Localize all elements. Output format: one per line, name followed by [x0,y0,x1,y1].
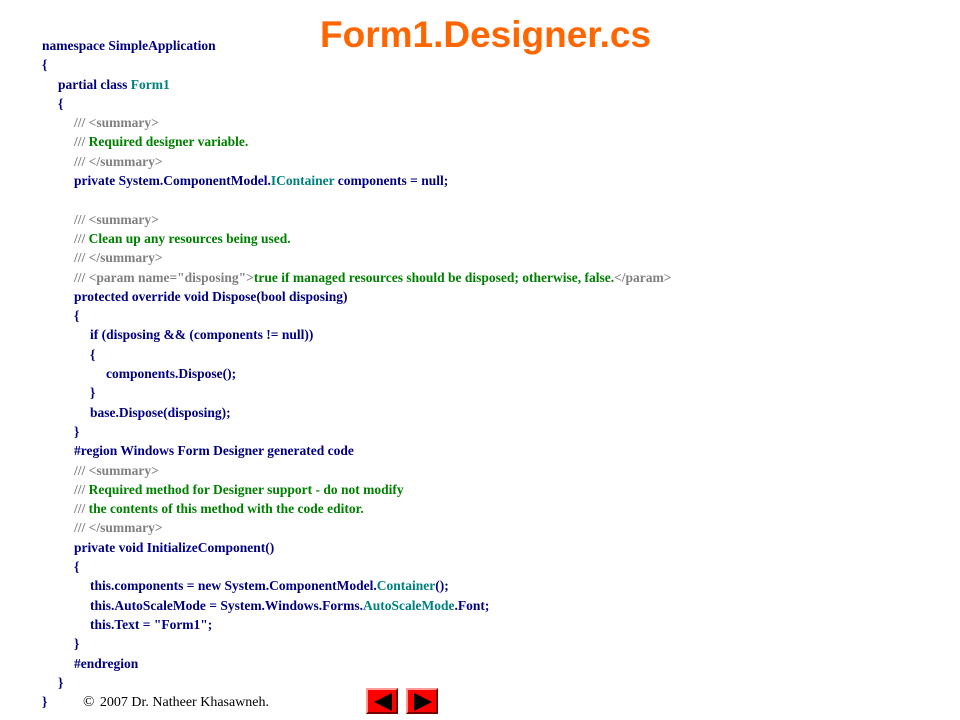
code-line [42,634,672,653]
code-token: { [74,559,80,575]
code-line [42,499,672,518]
code-line [42,480,672,499]
next-slide-button[interactable] [406,688,438,714]
code-token: IContainer [270,173,335,189]
code-line [42,576,672,595]
slide-title: Form1.Designer.cs [320,14,652,55]
code-token: .Font; [454,597,490,613]
code-token: /// [74,269,89,285]
code-token: { [90,346,96,362]
footer [83,694,269,711]
code-line [42,557,672,576]
code-line [42,75,672,94]
code-token: (); [435,578,449,594]
code-token: <summary> [88,115,159,131]
code-token: </summary> [88,520,163,536]
code-token: this.Text = "Form1"; [90,616,213,632]
code-token: /// [74,520,89,536]
code-line [42,461,672,480]
code-line [42,306,672,325]
code-token: } [74,423,80,439]
previous-slide-button[interactable] [366,688,398,714]
code-line [42,673,672,692]
code-token: private System.ComponentModel. [74,173,271,189]
code-token: } [42,694,48,710]
code-token: /// [74,115,89,131]
code-token: this.components = new System.ComponentModel. [90,578,377,594]
code-token: Required designer variable. [88,134,249,150]
code-line [42,654,672,673]
code-line [42,287,672,306]
code-line [42,615,672,634]
code-token: Container [376,578,436,594]
code-token: } [90,385,96,401]
code-line [42,229,672,248]
code-line [42,345,672,364]
code-token: /// [74,211,89,227]
code-token: components = null; [334,173,449,189]
code-token: <param name="disposing"> [88,269,254,285]
code-line [42,364,672,383]
code-line [42,403,672,422]
code-line [42,538,672,557]
code-token: components.Dispose(); [106,366,237,382]
code-token: Clean up any resources being used. [88,230,291,246]
code-token: { [74,308,80,324]
code-line [42,94,672,113]
code-token: { [42,57,48,73]
code-token: #region Windows Form Designer generated code [74,443,354,459]
code-line [42,268,672,287]
code-token: partial class [58,76,131,92]
code-line [42,190,672,209]
code-line [42,132,672,151]
code-line [42,36,672,55]
code-token: protected override void Dispose(bool disposing) [74,288,348,304]
code-token: <summary> [88,211,159,227]
code-token: </summary> [88,250,163,266]
code-block [42,36,672,711]
code-token: /// [74,230,89,246]
slide-navigation [366,688,438,714]
code-token: </param> [614,269,672,285]
code-token: } [74,636,80,652]
code-token: Form1 [130,76,170,92]
code-token: this.AutoScaleMode = System.Windows.Forms. [90,597,363,613]
code-token: #endregion [74,655,139,671]
code-line [42,383,672,402]
code-token: </summary> [88,153,163,169]
code-token: { [58,95,64,111]
copyright-symbol: © [83,694,95,710]
code-token: /// [74,153,89,169]
footer-text: 2007 Dr. Natheer Khasawneh. [99,695,270,710]
code-token: /// [74,250,89,266]
code-line [42,441,672,460]
code-line [42,422,672,441]
code-line [42,171,672,190]
code-token: /// [74,481,89,497]
code-line [42,152,672,171]
code-line [42,518,672,537]
code-token: } [58,674,64,690]
code-token: private void InitializeComponent() [74,539,275,555]
code-token: Required method for Designer support - do not modify [88,481,404,497]
code-token: AutoScaleMode [362,597,455,613]
code-token: /// [74,501,89,517]
code-line [42,325,672,344]
code-token: base.Dispose(disposing); [90,404,231,420]
code-token: true if managed resources should be disposed; otherwise, false. [253,269,615,285]
code-token: <summary> [88,462,159,478]
code-line [42,55,672,74]
code-token: /// [74,134,89,150]
code-line [42,596,672,615]
code-line [42,248,672,267]
code-token: /// [74,462,89,478]
code-line [42,210,672,229]
code-token: namespace SimpleApplication [42,38,216,53]
code-token: if (disposing && (components != null)) [90,327,314,343]
code-token: the contents of this method with the code editor. [88,501,364,517]
code-line [42,113,672,132]
